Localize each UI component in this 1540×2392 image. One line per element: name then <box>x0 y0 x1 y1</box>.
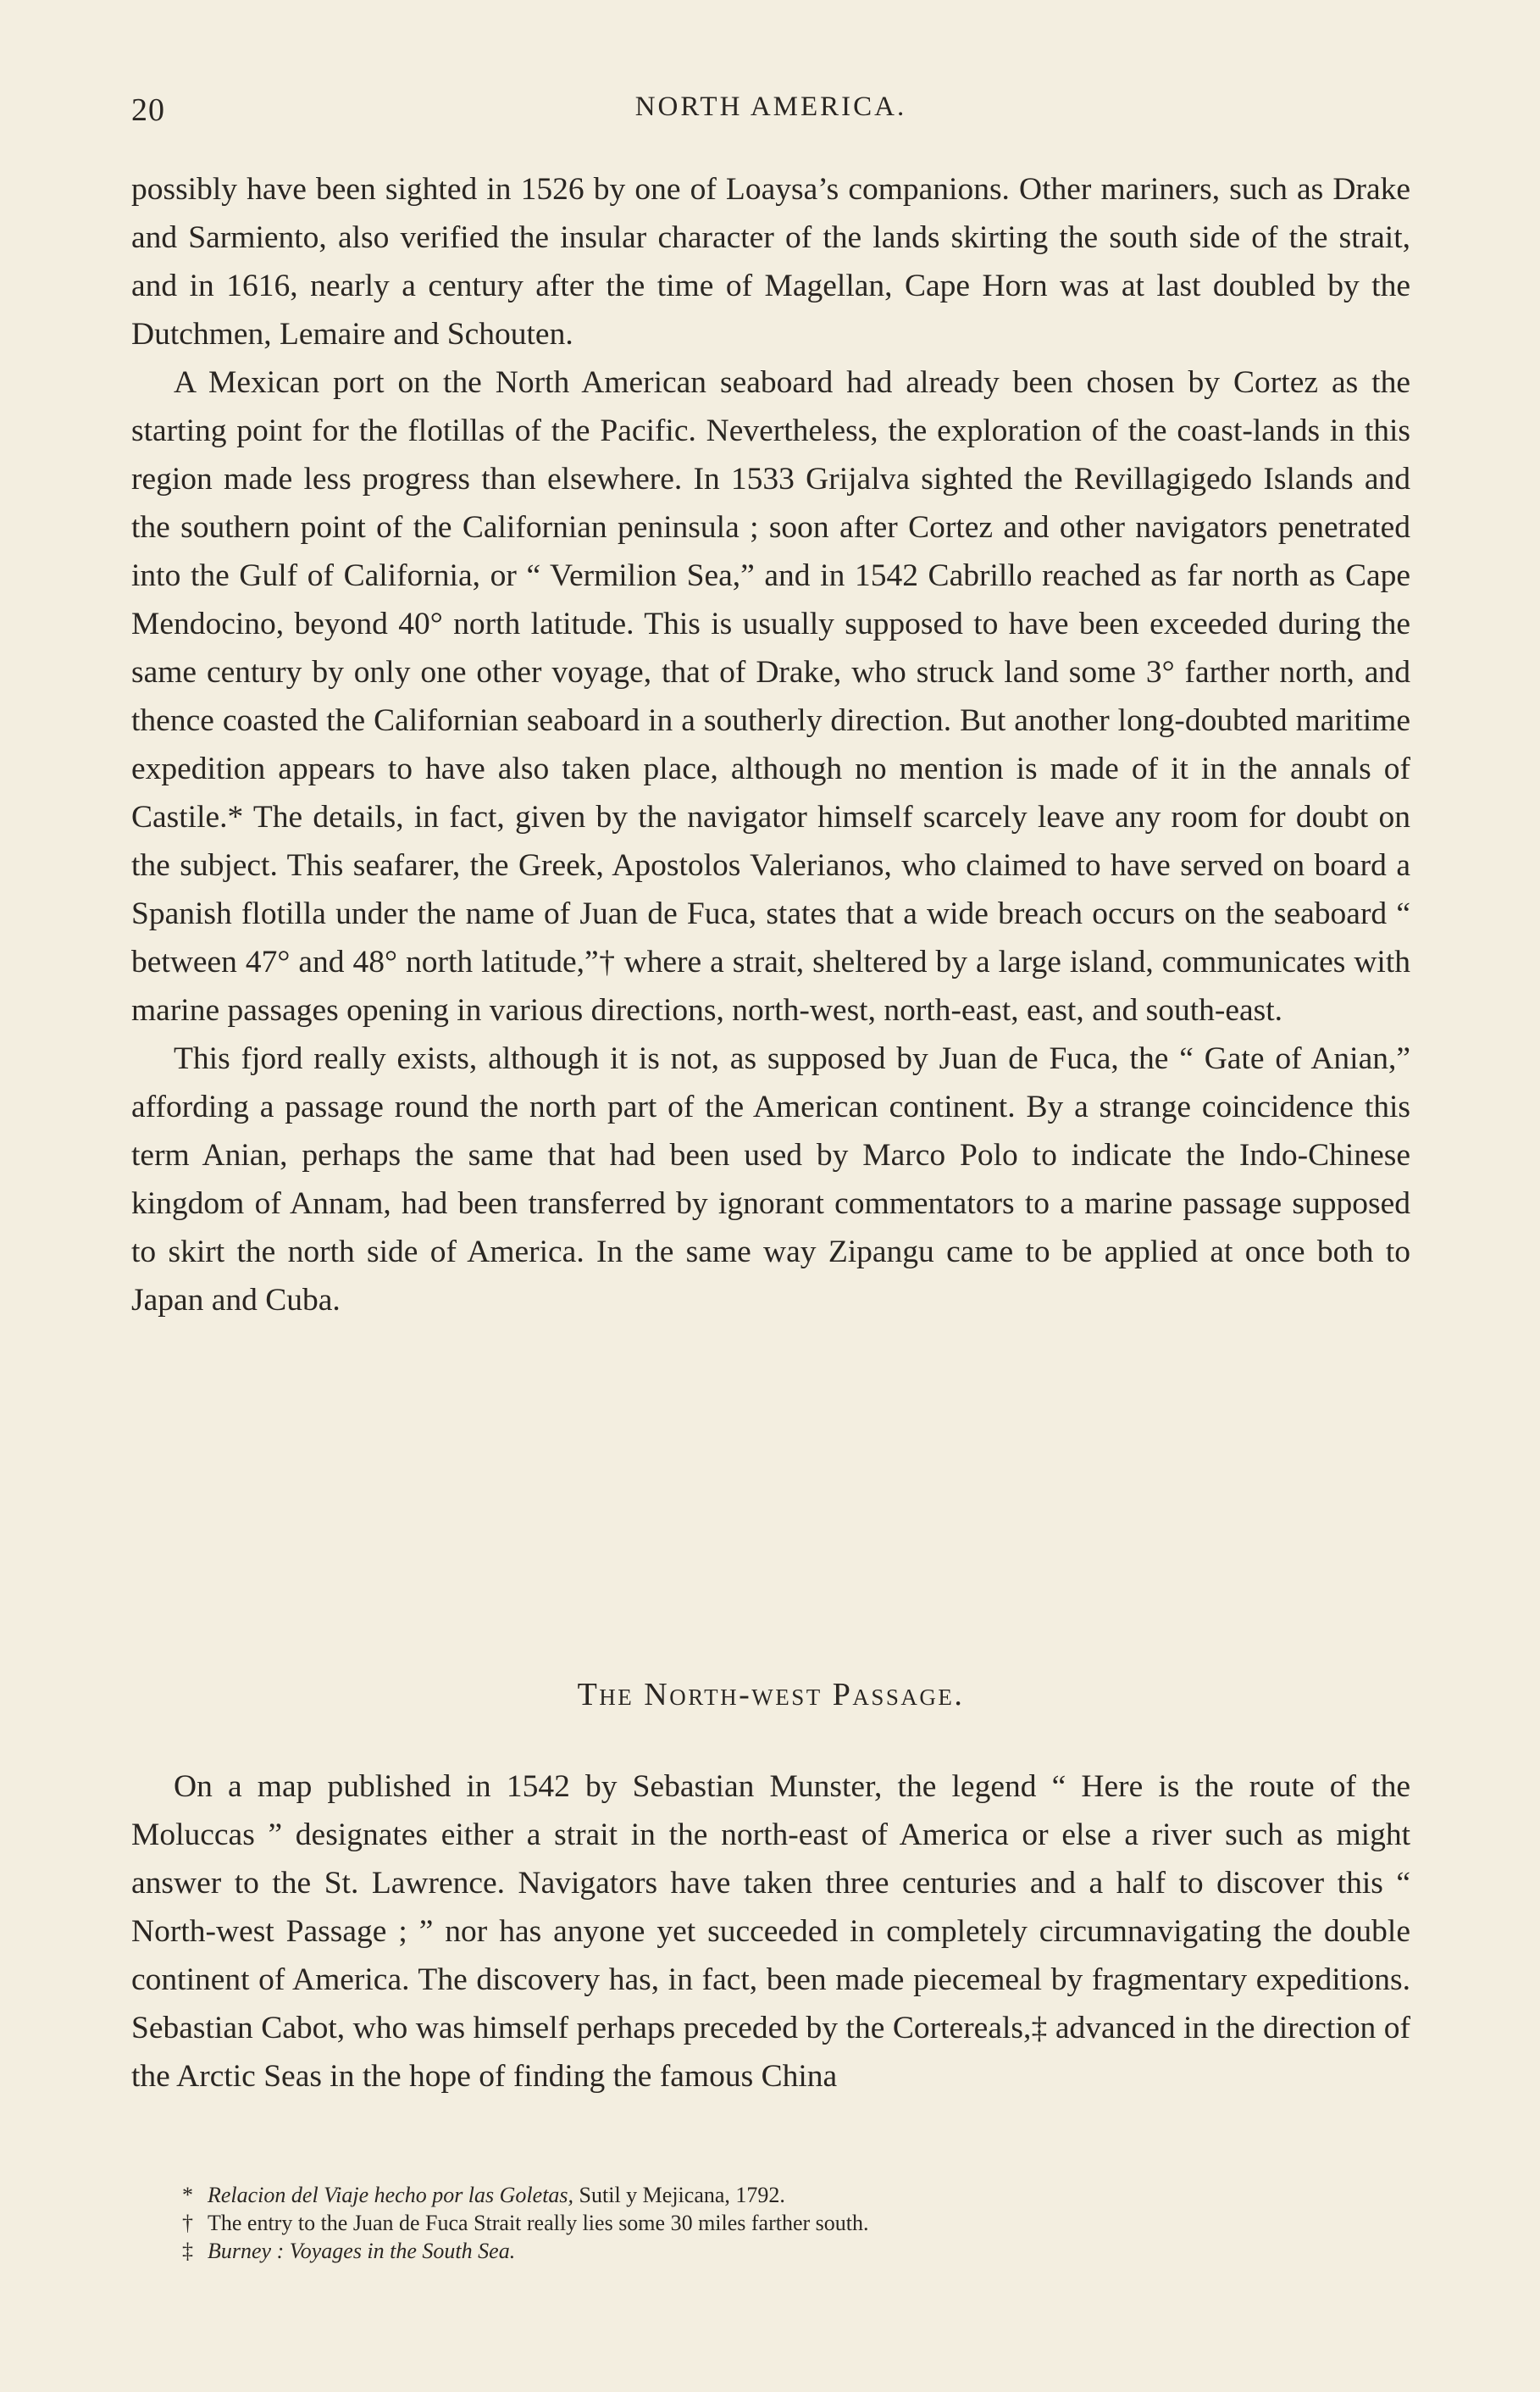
running-title: NORTH AMERICA. <box>634 92 907 122</box>
paragraph: This fjord really exists, although it is not, as supposed by Juan de Fuca, the “ Gate of Anian,” affording a passage round the north part of the American continent. By a strange coincidence this term Anian, perhaps the same that had been used by Marco Polo to indicate the Indo-Chinese kingdom of Annam, had been transferred by ignorant commentators to a marine passage supposed to skirt the north side of America. In the same way Zipangu came to be applied at once both to Japan and Cuba. <box>131 1041 1410 1318</box>
paragraph: possibly have been sighted in 1526 by one of Loaysa’s companions. Other mariners, such as Drake and Sarmiento, also verified the insular character of the lands skirting the south side of the strait, and in 1616, nearly a century after the time of Magellan, Cape Horn was at last doubled by the Dutchmen, Lemaire and Schouten. <box>131 172 1410 352</box>
footnote <box>182 2209 1368 2237</box>
footnote-mark: * <box>182 2183 193 2207</box>
paragraph: On a map published in 1542 by Sebastian Munster, the legend “ Here is the route of the Moluccas ” designates either a strait in the north-east of America or else a river such as might answer to the St. Lawrence. Navigators have taken three centuries and a half to discover this “ North-west Passage ; ” nor has anyone yet succeeded in completely circumnavigating the double continent of America. The discovery has, in fact, been made piecemeal by fragmentary expeditions. Sebastian Cabot, who was himself perhaps preceded by the Cortereals,‡ advanced in the direction of the Arctic Seas in the hope of finding the famous China <box>131 1769 1410 2094</box>
running-head <box>131 92 1410 134</box>
main-text <box>131 165 1410 1324</box>
footnote-italic: Relacion del Viaje hecho por las Goletas, <box>208 2183 574 2207</box>
page-number: 20 <box>131 92 165 128</box>
footnote <box>182 2181 1368 2209</box>
footnote-mark: † <box>182 2211 193 2235</box>
footnote-text: The entry to the Juan de Fuca Strait really lies some 30 miles farther south. <box>208 2211 869 2235</box>
section-text <box>131 1762 1410 2101</box>
section-heading: The North-west Passage. <box>577 1677 965 1712</box>
footnote <box>182 2237 1368 2265</box>
footnote-mark: ‡ <box>182 2239 193 2263</box>
footnote-text: Sutil y Mejicana, 1792. <box>573 2183 785 2207</box>
footnotes <box>182 2181 1368 2265</box>
footnote-italic: Burney : Voyages in the South Sea. <box>208 2239 516 2263</box>
paragraph: A Mexican port on the North American seaboard had already been chosen by Cortez as the starting point for the flotillas of the Pacific. Nevertheless, the exploration of the coast-lands in this region made less progress than elsewhere. In 1533 Grijalva sighted the Revillagigedo Islands and the southern point of the Californian peninsula ; soon after Cortez and other navigators penetrated into the Gulf of California, or “ Vermilion Sea,” and in 1542 Cabrillo reached as far north as Cape Mendocino, beyond 40° north latitude. This is usually supposed to have been exceeded during the same century by only one other voyage, that of Drake, who struck land some 3° farther north, and thence coasted the Californian seaboard in a southerly direction. But another long-doubted maritime expedition appears to have also taken place, although no mention is made of it in the annals of Castile.* The details, in fact, given by the navigator himself scarcely leave any room for doubt on the subject. This seafarer, the Greek, Apostolos Valerianos, who claimed to have served on board a Spanish flotilla under the name of Juan de Fuca, states that a wide breach occurs on the seaboard “ between 47° and 48° north latitude,”† where a strait, sheltered by a large island, communicates with marine passages opening in various directions, north-west, north-east, east, and south-east. <box>131 365 1410 1028</box>
